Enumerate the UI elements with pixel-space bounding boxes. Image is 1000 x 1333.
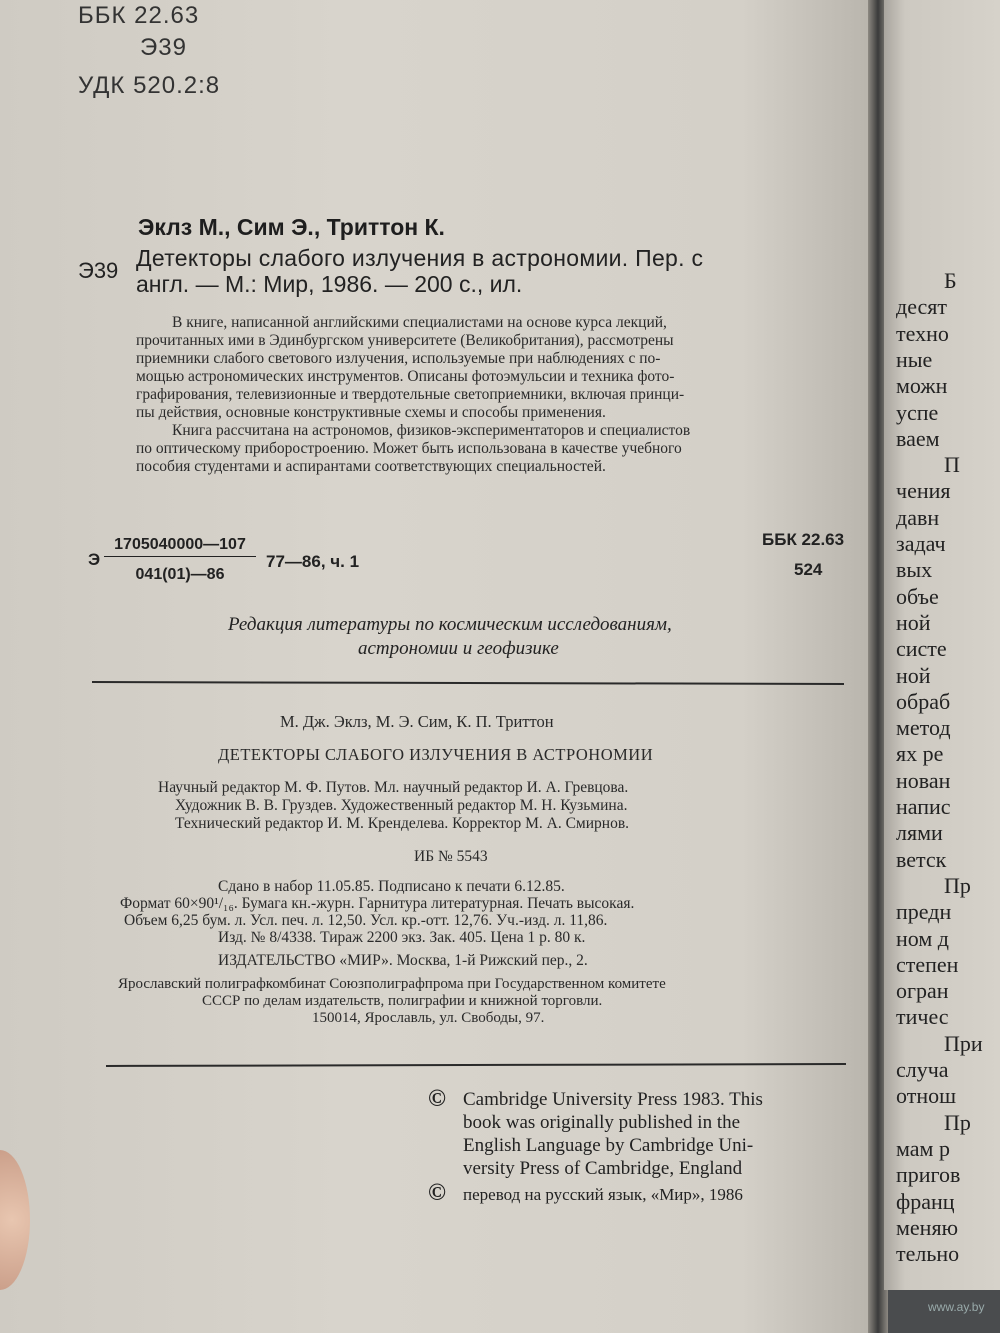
- facing-line: можн: [896, 373, 948, 399]
- imprint-authors: М. Дж. Эклз, М. Э. Сим, К. П. Триттон: [280, 712, 554, 731]
- divider-bottom: [106, 1063, 846, 1067]
- facing-line: метод: [896, 715, 951, 741]
- print-line: Изд. № 8/4338. Тираж 2200 экз. Зак. 405. Цена 1 р. 80 к.: [218, 929, 586, 946]
- facing-line: меняю: [896, 1214, 959, 1240]
- facing-line: обраб: [896, 688, 951, 714]
- facing-line: ветск: [896, 846, 947, 872]
- code-prefix: Э: [88, 550, 101, 569]
- bbk-right: ББК 22.63: [762, 530, 845, 549]
- facing-line: При: [944, 1030, 983, 1056]
- index-code: Э39: [78, 258, 119, 283]
- print-line: Формат 60×90¹/₁₆. Бумага кн.-журн. Гарнитура литературная. Печать высокая.: [120, 895, 635, 912]
- abstract-line: прочитанных ими в Эдинбургском университете (Великобритания), рассмотрены: [136, 332, 674, 349]
- abstract-line: графирования, телевизионные и твердотельные светоприемники, включая принци-: [136, 386, 685, 403]
- facing-line: ном д: [896, 925, 949, 951]
- facing-line: тичес: [896, 1004, 949, 1030]
- facing-line: систе: [896, 636, 947, 662]
- facing-line: объе: [896, 583, 939, 609]
- facing-line: лями: [896, 820, 943, 846]
- facing-line: огран: [896, 978, 949, 1004]
- facing-line: П: [944, 452, 960, 478]
- facing-line: мам р: [896, 1135, 950, 1161]
- facing-line: давн: [896, 504, 940, 530]
- staff-line: Технический редактор И. М. Кренделева. Корректор М. А. Смирнов.: [175, 815, 630, 832]
- divider-top: [92, 681, 844, 685]
- abstract-line: приемники слабого светового излучения, используемые при наблюдениях с по-: [136, 350, 661, 367]
- facing-line: отнош: [896, 1083, 957, 1109]
- copyright-line: English Language by Cambridge Uni-: [463, 1135, 754, 1156]
- print-line: Объем 6,25 бум. л. Усл. печ. л. 12,50. Усл. кр.-отт. 12,76. Уч.-изд. л. 11,86.: [124, 912, 608, 929]
- facing-line: ной: [896, 609, 931, 635]
- facing-line: ной: [896, 662, 931, 688]
- copyright-icon: ©: [428, 1180, 446, 1206]
- book-title-line1: Детекторы слабого излучения в астрономии. Пер. с: [136, 245, 704, 271]
- facing-line: чения: [896, 478, 951, 504]
- abstract-line: по оптическому приборостроению. Может быть использована в качестве учебного: [136, 440, 682, 457]
- print-line: Сдано в набор 11.05.85. Подписано к печати 6.12.85.: [218, 878, 565, 895]
- staff-line: Научный редактор М. Ф. Путов. Мл. научный редактор И. А. Гревцова.: [158, 779, 629, 796]
- abstract-line: мощью астрономических инструментов. Описаны фотоэмульсии и техника фото-: [136, 368, 675, 385]
- code-numerator: 1705040000—107: [104, 536, 256, 557]
- code-suffix: 77—86, ч. 1: [266, 552, 360, 571]
- facing-line: успе: [896, 399, 939, 425]
- bbk-right-number: 524: [794, 560, 823, 579]
- abstract-line: Книга рассчитана на астрономов, физиков-экспериментаторов и специалистов: [172, 422, 691, 439]
- book-title-line2: англ. — М.: Мир, 1986. — 200 с., ил.: [136, 271, 523, 297]
- editorial-line2: астрономии и геофизике: [358, 638, 559, 659]
- facing-line: ваем: [896, 425, 940, 451]
- facing-line: напис: [896, 794, 951, 819]
- author-code: Э39: [140, 34, 187, 61]
- udk-code: УДК 520.2:8: [78, 72, 221, 99]
- facing-line: Б: [944, 268, 957, 293]
- printer-line: 150014, Ярославль, ул. Свободы, 97.: [312, 1010, 545, 1026]
- abstract-line: В книге, написанной английскими специалистами на основе курса лекций,: [172, 314, 667, 331]
- facing-line: ные: [896, 346, 933, 372]
- watermark: www.ay.by: [928, 1300, 985, 1314]
- facing-line: десят: [896, 294, 948, 320]
- facing-line: Пр: [944, 872, 971, 898]
- translation-copyright: перевод на русский язык, «Мир», 1986: [463, 1185, 743, 1204]
- abstract-line: пособия студентами и аспирантами соответствующих специальностей.: [136, 458, 606, 475]
- facing-line: задач: [896, 531, 946, 556]
- facing-line: тельно: [896, 1241, 960, 1267]
- facing-line: франц: [896, 1188, 955, 1214]
- facing-line: ях ре: [896, 741, 944, 767]
- facing-line: техно: [896, 320, 949, 346]
- book-page-right: [884, 0, 1000, 1290]
- printer-line: Ярославский полиграфкомбинат Союзполиграфпрома при Государственном комитете: [118, 976, 666, 992]
- copyright-line: Cambridge University Press 1983. This: [463, 1089, 763, 1110]
- staff-line: Художник В. В. Груздев. Художественный редактор М. Н. Кузьмина.: [175, 797, 628, 814]
- copyright-icon: ©: [428, 1086, 446, 1112]
- imprint-title: ДЕТЕКТОРЫ СЛАБОГО ИЗЛУЧЕНИЯ В АСТРОНОМИИ: [218, 745, 654, 764]
- bbk-code: ББК 22.63: [78, 2, 200, 29]
- facing-line: Пр: [944, 1109, 971, 1135]
- code-denominator: 041(01)—86: [135, 566, 225, 583]
- facing-line: пригов: [896, 1162, 961, 1188]
- copyright-line: versity Press of Cambridge, England: [463, 1158, 743, 1179]
- abstract-line: пы действия, основные конструктивные схемы и способы применения.: [136, 404, 606, 421]
- publisher-line: ИЗДАТЕЛЬСТВО «МИР». Москва, 1-й Рижский пер., 2.: [218, 952, 588, 969]
- facing-line: случа: [896, 1057, 949, 1082]
- copyright-line: book was originally published in the: [463, 1112, 741, 1133]
- ib-number: ИБ № 5543: [414, 848, 488, 865]
- facing-line: степен: [896, 951, 959, 977]
- facing-line: нован: [896, 767, 951, 793]
- printer-line: СССР по делам издательств, полиграфии и книжной торговли.: [202, 993, 603, 1009]
- authors-line: Эклз М., Сим Э., Триттон К.: [138, 214, 445, 240]
- facing-line: вых: [896, 557, 933, 583]
- facing-line: предн: [896, 899, 952, 925]
- editorial-line1: Редакция литературы по космическим исследованиям,: [228, 614, 672, 635]
